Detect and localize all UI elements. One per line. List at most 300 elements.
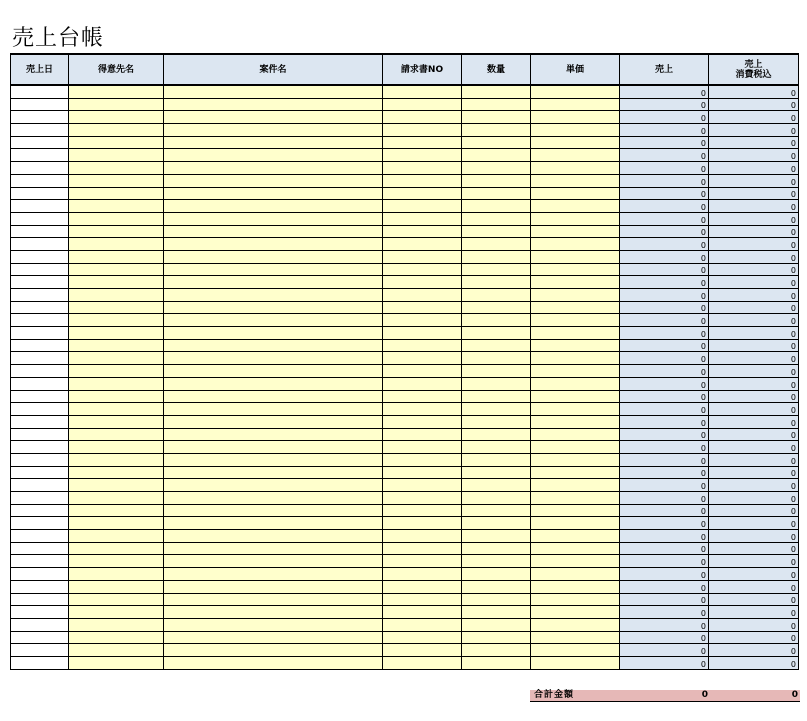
cell-quantity[interactable] (462, 453, 531, 466)
cell-unit-price[interactable] (531, 631, 620, 644)
cell-customer[interactable] (69, 618, 164, 631)
cell-invoice-no[interactable] (383, 580, 462, 593)
cell-customer[interactable] (69, 187, 164, 200)
cell-customer[interactable] (69, 542, 164, 555)
cell-project[interactable] (164, 631, 383, 644)
cell-sales[interactable]: 0 (620, 479, 709, 492)
cell-customer[interactable] (69, 377, 164, 390)
cell-sales-tax-included[interactable]: 0 (709, 162, 799, 175)
cell-invoice-no[interactable] (383, 504, 462, 517)
cell-project[interactable] (164, 530, 383, 543)
cell-unit-price[interactable] (531, 124, 620, 137)
cell-sales-tax-included[interactable]: 0 (709, 85, 799, 98)
cell-customer[interactable] (69, 568, 164, 581)
cell-quantity[interactable] (462, 98, 531, 111)
cell-customer[interactable] (69, 98, 164, 111)
cell-sales-date[interactable] (11, 314, 69, 327)
cell-sales[interactable]: 0 (620, 174, 709, 187)
cell-project[interactable] (164, 492, 383, 505)
cell-unit-price[interactable] (531, 453, 620, 466)
cell-customer[interactable] (69, 390, 164, 403)
cell-unit-price[interactable] (531, 136, 620, 149)
cell-sales[interactable]: 0 (620, 530, 709, 543)
cell-sales[interactable]: 0 (620, 390, 709, 403)
cell-customer[interactable] (69, 403, 164, 416)
cell-unit-price[interactable] (531, 149, 620, 162)
cell-unit-price[interactable] (531, 98, 620, 111)
cell-sales-date[interactable] (11, 200, 69, 213)
cell-customer[interactable] (69, 365, 164, 378)
cell-sales-tax-included[interactable]: 0 (709, 479, 799, 492)
cell-project[interactable] (164, 276, 383, 289)
cell-quantity[interactable] (462, 606, 531, 619)
cell-quantity[interactable] (462, 276, 531, 289)
cell-invoice-no[interactable] (383, 212, 462, 225)
cell-invoice-no[interactable] (383, 174, 462, 187)
cell-project[interactable] (164, 327, 383, 340)
cell-unit-price[interactable] (531, 593, 620, 606)
cell-sales[interactable]: 0 (620, 289, 709, 302)
cell-sales-date[interactable] (11, 466, 69, 479)
cell-sales[interactable]: 0 (620, 656, 709, 669)
cell-customer[interactable] (69, 174, 164, 187)
cell-quantity[interactable] (462, 390, 531, 403)
cell-invoice-no[interactable] (383, 530, 462, 543)
cell-sales-date[interactable] (11, 542, 69, 555)
cell-quantity[interactable] (462, 593, 531, 606)
cell-invoice-no[interactable] (383, 276, 462, 289)
cell-project[interactable] (164, 542, 383, 555)
cell-sales-date[interactable] (11, 517, 69, 530)
cell-unit-price[interactable] (531, 276, 620, 289)
cell-sales[interactable]: 0 (620, 593, 709, 606)
cell-project[interactable] (164, 314, 383, 327)
cell-project[interactable] (164, 504, 383, 517)
cell-customer[interactable] (69, 212, 164, 225)
cell-sales[interactable]: 0 (620, 327, 709, 340)
cell-quantity[interactable] (462, 428, 531, 441)
cell-unit-price[interactable] (531, 212, 620, 225)
cell-sales-tax-included[interactable]: 0 (709, 415, 799, 428)
cell-sales-date[interactable] (11, 390, 69, 403)
cell-sales-tax-included[interactable]: 0 (709, 238, 799, 251)
cell-sales-date[interactable] (11, 555, 69, 568)
cell-project[interactable] (164, 466, 383, 479)
cell-project[interactable] (164, 301, 383, 314)
cell-sales-tax-included[interactable]: 0 (709, 555, 799, 568)
cell-unit-price[interactable] (531, 174, 620, 187)
cell-unit-price[interactable] (531, 428, 620, 441)
cell-sales-tax-included[interactable]: 0 (709, 466, 799, 479)
cell-customer[interactable] (69, 352, 164, 365)
cell-customer[interactable] (69, 327, 164, 340)
cell-quantity[interactable] (462, 289, 531, 302)
cell-invoice-no[interactable] (383, 250, 462, 263)
cell-unit-price[interactable] (531, 568, 620, 581)
cell-sales[interactable]: 0 (620, 263, 709, 276)
cell-project[interactable] (164, 174, 383, 187)
cell-sales-tax-included[interactable]: 0 (709, 263, 799, 276)
cell-quantity[interactable] (462, 212, 531, 225)
cell-invoice-no[interactable] (383, 225, 462, 238)
cell-project[interactable] (164, 593, 383, 606)
cell-project[interactable] (164, 656, 383, 669)
cell-sales-date[interactable] (11, 453, 69, 466)
cell-unit-price[interactable] (531, 339, 620, 352)
cell-sales-date[interactable] (11, 124, 69, 137)
cell-sales[interactable]: 0 (620, 187, 709, 200)
cell-customer[interactable] (69, 644, 164, 657)
cell-customer[interactable] (69, 85, 164, 98)
cell-sales-tax-included[interactable]: 0 (709, 606, 799, 619)
cell-sales-date[interactable] (11, 352, 69, 365)
cell-project[interactable] (164, 136, 383, 149)
cell-unit-price[interactable] (531, 644, 620, 657)
cell-sales-tax-included[interactable]: 0 (709, 644, 799, 657)
cell-sales-tax-included[interactable]: 0 (709, 504, 799, 517)
cell-sales-date[interactable] (11, 415, 69, 428)
cell-sales[interactable]: 0 (620, 644, 709, 657)
cell-unit-price[interactable] (531, 479, 620, 492)
cell-project[interactable] (164, 428, 383, 441)
cell-unit-price[interactable] (531, 403, 620, 416)
cell-invoice-no[interactable] (383, 415, 462, 428)
cell-project[interactable] (164, 85, 383, 98)
cell-sales[interactable]: 0 (620, 453, 709, 466)
cell-project[interactable] (164, 403, 383, 416)
cell-project[interactable] (164, 644, 383, 657)
cell-sales-date[interactable] (11, 301, 69, 314)
cell-sales-date[interactable] (11, 339, 69, 352)
cell-sales-tax-included[interactable]: 0 (709, 339, 799, 352)
cell-quantity[interactable] (462, 415, 531, 428)
cell-sales-date[interactable] (11, 403, 69, 416)
cell-customer[interactable] (69, 530, 164, 543)
cell-invoice-no[interactable] (383, 517, 462, 530)
cell-project[interactable] (164, 555, 383, 568)
cell-sales-date[interactable] (11, 174, 69, 187)
cell-sales[interactable]: 0 (620, 212, 709, 225)
cell-quantity[interactable] (462, 124, 531, 137)
cell-sales-tax-included[interactable]: 0 (709, 390, 799, 403)
cell-sales-date[interactable] (11, 365, 69, 378)
cell-quantity[interactable] (462, 85, 531, 98)
cell-customer[interactable] (69, 111, 164, 124)
cell-invoice-no[interactable] (383, 162, 462, 175)
cell-quantity[interactable] (462, 504, 531, 517)
cell-sales-date[interactable] (11, 504, 69, 517)
column-header-sales-date[interactable]: 売上日 (11, 54, 69, 85)
cell-customer[interactable] (69, 289, 164, 302)
cell-invoice-no[interactable] (383, 403, 462, 416)
cell-sales-tax-included[interactable]: 0 (709, 314, 799, 327)
cell-sales-date[interactable] (11, 568, 69, 581)
cell-quantity[interactable] (462, 542, 531, 555)
column-header-customer[interactable]: 得意先名 (69, 54, 164, 85)
cell-unit-price[interactable] (531, 530, 620, 543)
cell-sales-date[interactable] (11, 85, 69, 98)
cell-invoice-no[interactable] (383, 352, 462, 365)
cell-project[interactable] (164, 365, 383, 378)
cell-quantity[interactable] (462, 314, 531, 327)
cell-invoice-no[interactable] (383, 301, 462, 314)
cell-sales[interactable]: 0 (620, 200, 709, 213)
cell-quantity[interactable] (462, 580, 531, 593)
cell-project[interactable] (164, 250, 383, 263)
cell-sales-date[interactable] (11, 289, 69, 302)
column-header-invoice-no[interactable]: 請求書NO (383, 54, 462, 85)
cell-project[interactable] (164, 580, 383, 593)
cell-sales-date[interactable] (11, 212, 69, 225)
cell-sales-date[interactable] (11, 327, 69, 340)
cell-quantity[interactable] (462, 656, 531, 669)
cell-unit-price[interactable] (531, 352, 620, 365)
cell-sales-tax-included[interactable]: 0 (709, 98, 799, 111)
cell-invoice-no[interactable] (383, 263, 462, 276)
cell-quantity[interactable] (462, 352, 531, 365)
cell-invoice-no[interactable] (383, 314, 462, 327)
cell-quantity[interactable] (462, 111, 531, 124)
cell-sales[interactable]: 0 (620, 111, 709, 124)
cell-quantity[interactable] (462, 136, 531, 149)
cell-sales[interactable]: 0 (620, 124, 709, 137)
cell-sales-date[interactable] (11, 492, 69, 505)
cell-sales[interactable]: 0 (620, 276, 709, 289)
cell-unit-price[interactable] (531, 415, 620, 428)
cell-unit-price[interactable] (531, 301, 620, 314)
cell-sales-tax-included[interactable]: 0 (709, 580, 799, 593)
cell-project[interactable] (164, 149, 383, 162)
cell-invoice-no[interactable] (383, 555, 462, 568)
cell-quantity[interactable] (462, 403, 531, 416)
cell-sales-tax-included[interactable]: 0 (709, 124, 799, 137)
cell-sales-tax-included[interactable]: 0 (709, 403, 799, 416)
cell-project[interactable] (164, 453, 383, 466)
cell-invoice-no[interactable] (383, 593, 462, 606)
cell-sales-tax-included[interactable]: 0 (709, 187, 799, 200)
cell-sales-tax-included[interactable]: 0 (709, 530, 799, 543)
cell-project[interactable] (164, 212, 383, 225)
cell-sales-tax-included[interactable]: 0 (709, 453, 799, 466)
cell-sales[interactable]: 0 (620, 517, 709, 530)
cell-unit-price[interactable] (531, 289, 620, 302)
cell-project[interactable] (164, 98, 383, 111)
cell-customer[interactable] (69, 428, 164, 441)
cell-sales-date[interactable] (11, 263, 69, 276)
cell-customer[interactable] (69, 631, 164, 644)
cell-unit-price[interactable] (531, 187, 620, 200)
cell-quantity[interactable] (462, 174, 531, 187)
cell-customer[interactable] (69, 555, 164, 568)
cell-unit-price[interactable] (531, 377, 620, 390)
cell-customer[interactable] (69, 225, 164, 238)
cell-unit-price[interactable] (531, 162, 620, 175)
cell-invoice-no[interactable] (383, 479, 462, 492)
cell-invoice-no[interactable] (383, 187, 462, 200)
cell-project[interactable] (164, 289, 383, 302)
cell-invoice-no[interactable] (383, 339, 462, 352)
cell-sales-date[interactable] (11, 441, 69, 454)
cell-sales[interactable]: 0 (620, 365, 709, 378)
cell-project[interactable] (164, 441, 383, 454)
cell-quantity[interactable] (462, 530, 531, 543)
cell-sales-date[interactable] (11, 187, 69, 200)
cell-project[interactable] (164, 187, 383, 200)
cell-customer[interactable] (69, 263, 164, 276)
cell-unit-price[interactable] (531, 238, 620, 251)
cell-project[interactable] (164, 263, 383, 276)
cell-invoice-no[interactable] (383, 149, 462, 162)
cell-sales[interactable]: 0 (620, 466, 709, 479)
cell-sales-date[interactable] (11, 250, 69, 263)
cell-project[interactable] (164, 352, 383, 365)
cell-unit-price[interactable] (531, 200, 620, 213)
cell-sales[interactable]: 0 (620, 136, 709, 149)
cell-sales[interactable]: 0 (620, 85, 709, 98)
cell-sales[interactable]: 0 (620, 542, 709, 555)
cell-customer[interactable] (69, 593, 164, 606)
cell-sales-date[interactable] (11, 593, 69, 606)
cell-sales[interactable]: 0 (620, 504, 709, 517)
cell-unit-price[interactable] (531, 85, 620, 98)
cell-sales-tax-included[interactable]: 0 (709, 441, 799, 454)
cell-invoice-no[interactable] (383, 441, 462, 454)
cell-invoice-no[interactable] (383, 606, 462, 619)
cell-project[interactable] (164, 225, 383, 238)
cell-project[interactable] (164, 111, 383, 124)
cell-sales[interactable]: 0 (620, 618, 709, 631)
cell-sales-tax-included[interactable]: 0 (709, 618, 799, 631)
cell-customer[interactable] (69, 466, 164, 479)
cell-customer[interactable] (69, 200, 164, 213)
cell-sales-date[interactable] (11, 276, 69, 289)
cell-sales-date[interactable] (11, 606, 69, 619)
cell-invoice-no[interactable] (383, 428, 462, 441)
cell-customer[interactable] (69, 301, 164, 314)
cell-sales-date[interactable] (11, 162, 69, 175)
cell-customer[interactable] (69, 238, 164, 251)
cell-sales-tax-included[interactable]: 0 (709, 149, 799, 162)
cell-sales-date[interactable] (11, 530, 69, 543)
cell-invoice-no[interactable] (383, 111, 462, 124)
cell-customer[interactable] (69, 276, 164, 289)
cell-invoice-no[interactable] (383, 656, 462, 669)
cell-quantity[interactable] (462, 238, 531, 251)
cell-project[interactable] (164, 124, 383, 137)
cell-sales[interactable]: 0 (620, 580, 709, 593)
cell-unit-price[interactable] (531, 542, 620, 555)
cell-unit-price[interactable] (531, 517, 620, 530)
cell-unit-price[interactable] (531, 390, 620, 403)
cell-invoice-no[interactable] (383, 98, 462, 111)
cell-unit-price[interactable] (531, 327, 620, 340)
cell-invoice-no[interactable] (383, 542, 462, 555)
column-header-unit-price[interactable]: 単価 (531, 54, 620, 85)
cell-invoice-no[interactable] (383, 390, 462, 403)
cell-customer[interactable] (69, 492, 164, 505)
cell-sales[interactable]: 0 (620, 225, 709, 238)
cell-unit-price[interactable] (531, 111, 620, 124)
cell-sales-tax-included[interactable]: 0 (709, 200, 799, 213)
cell-quantity[interactable] (462, 618, 531, 631)
cell-unit-price[interactable] (531, 492, 620, 505)
cell-project[interactable] (164, 618, 383, 631)
cell-sales[interactable]: 0 (620, 415, 709, 428)
cell-sales[interactable]: 0 (620, 301, 709, 314)
cell-unit-price[interactable] (531, 314, 620, 327)
cell-sales-tax-included[interactable]: 0 (709, 212, 799, 225)
cell-sales[interactable]: 0 (620, 314, 709, 327)
cell-unit-price[interactable] (531, 441, 620, 454)
cell-project[interactable] (164, 339, 383, 352)
cell-sales[interactable]: 0 (620, 555, 709, 568)
cell-sales[interactable]: 0 (620, 568, 709, 581)
cell-invoice-no[interactable] (383, 365, 462, 378)
cell-sales[interactable]: 0 (620, 149, 709, 162)
cell-customer[interactable] (69, 162, 164, 175)
cell-sales-date[interactable] (11, 631, 69, 644)
cell-sales[interactable]: 0 (620, 428, 709, 441)
cell-quantity[interactable] (462, 149, 531, 162)
cell-sales-tax-included[interactable]: 0 (709, 352, 799, 365)
cell-customer[interactable] (69, 656, 164, 669)
cell-quantity[interactable] (462, 466, 531, 479)
cell-sales-date[interactable] (11, 377, 69, 390)
cell-invoice-no[interactable] (383, 124, 462, 137)
cell-project[interactable] (164, 415, 383, 428)
cell-invoice-no[interactable] (383, 200, 462, 213)
cell-quantity[interactable] (462, 200, 531, 213)
cell-sales[interactable]: 0 (620, 238, 709, 251)
cell-unit-price[interactable] (531, 580, 620, 593)
cell-sales-date[interactable] (11, 618, 69, 631)
cell-customer[interactable] (69, 606, 164, 619)
cell-quantity[interactable] (462, 377, 531, 390)
cell-sales-tax-included[interactable]: 0 (709, 377, 799, 390)
cell-quantity[interactable] (462, 492, 531, 505)
cell-invoice-no[interactable] (383, 453, 462, 466)
cell-invoice-no[interactable] (383, 327, 462, 340)
cell-sales-date[interactable] (11, 225, 69, 238)
cell-sales[interactable]: 0 (620, 377, 709, 390)
cell-invoice-no[interactable] (383, 238, 462, 251)
cell-customer[interactable] (69, 441, 164, 454)
cell-quantity[interactable] (462, 631, 531, 644)
cell-sales-tax-included[interactable]: 0 (709, 111, 799, 124)
cell-sales-tax-included[interactable]: 0 (709, 492, 799, 505)
cell-sales-tax-included[interactable]: 0 (709, 276, 799, 289)
cell-invoice-no[interactable] (383, 568, 462, 581)
cell-customer[interactable] (69, 314, 164, 327)
cell-customer[interactable] (69, 250, 164, 263)
cell-sales-date[interactable] (11, 238, 69, 251)
cell-customer[interactable] (69, 517, 164, 530)
cell-customer[interactable] (69, 136, 164, 149)
cell-sales[interactable]: 0 (620, 352, 709, 365)
cell-customer[interactable] (69, 479, 164, 492)
cell-sales[interactable]: 0 (620, 606, 709, 619)
cell-sales-tax-included[interactable]: 0 (709, 136, 799, 149)
cell-quantity[interactable] (462, 301, 531, 314)
cell-sales-tax-included[interactable]: 0 (709, 517, 799, 530)
cell-invoice-no[interactable] (383, 85, 462, 98)
cell-customer[interactable] (69, 580, 164, 593)
cell-customer[interactable] (69, 124, 164, 137)
cell-sales[interactable]: 0 (620, 162, 709, 175)
cell-sales-tax-included[interactable]: 0 (709, 174, 799, 187)
cell-quantity[interactable] (462, 263, 531, 276)
cell-unit-price[interactable] (531, 466, 620, 479)
